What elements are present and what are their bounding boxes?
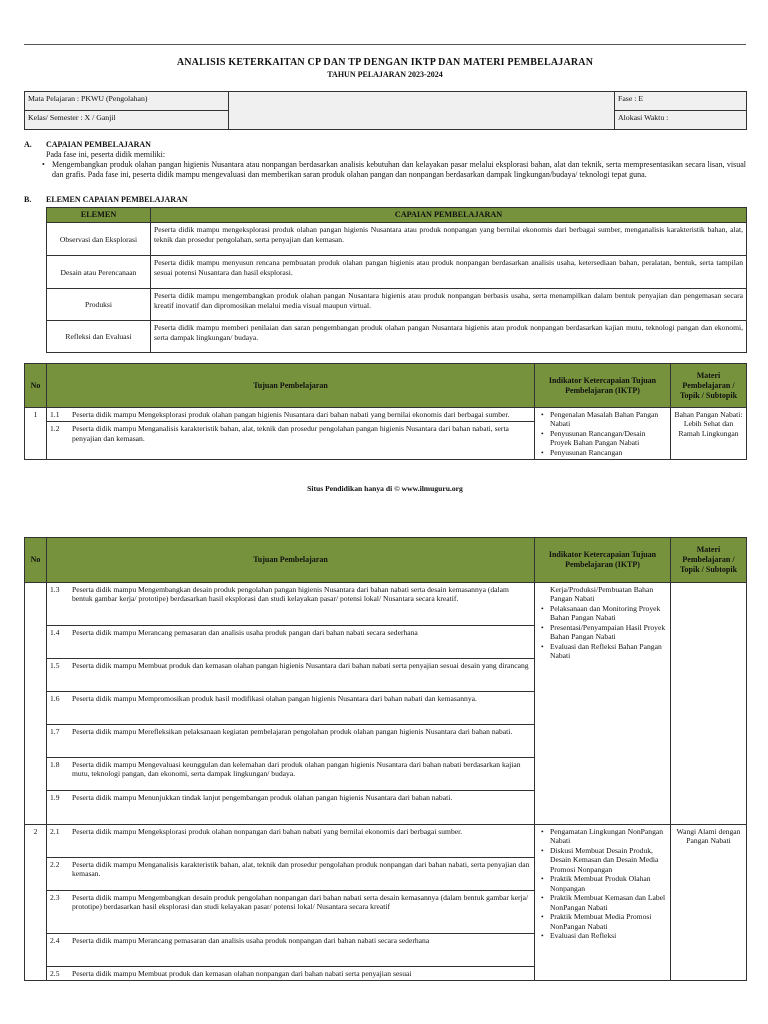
col-materi: Materi Pembelajaran / Topik / Subtopik — [671, 364, 747, 408]
table-row — [47, 583, 534, 626]
section-capaian — [24, 140, 746, 180]
tp-text: Peserta didik mampu Merancang pemasaran dan analisis usaha produk nonpangan dari bahan nabati secara sederhana — [72, 936, 430, 945]
section-a-bullet: • Mengembangkan produk olahan pangan higienis Nusantara atau nonpangan berdasarkan analisis kebutuhan dan kelayakan pasar melalui eksplorasi bahan, alat dan teknik, serta mempresentasikan secara lisan, visual dan grafis. Pada fase ini, peserta didik mampu mengevaluasi dan memberikan saran produk olahan pangan dan nonpangan berdasarkan dampak lingkungan/budaya/ teknologi tepat guna. — [52, 160, 746, 180]
tp-number: 2.2 — [50, 860, 60, 869]
tp-number: 2.3 — [50, 893, 60, 902]
iktp-item: • Penyusunan Rancangan/Desain Proyek Bahan Pangan Nabati — [550, 429, 667, 448]
iktp-cell — [535, 408, 671, 460]
tp-text: Peserta didik mampu Mengeksplorasi produk olahan pangan higienis Nusantara dari bahan nabati yang bernilai ekonomis dari berbagai sumber. — [72, 410, 510, 419]
kelas-cell: Kelas/ Semester : X / Ganjil — [25, 111, 229, 130]
iktp-item: • Praktik Membuat Produk Olahan Nonpangan — [550, 874, 667, 893]
tp-number: 1.6 — [50, 694, 60, 703]
row-number: 1 — [25, 408, 47, 460]
alokasi-cell: Alokasi Waktu : — [615, 111, 747, 130]
row-number — [25, 583, 47, 825]
iktp-cell — [535, 583, 671, 825]
materi-cell: Wangi Alami dengan Pangan Nabati — [671, 825, 747, 981]
document-subtitle: TAHUN PELAJARAN 2023-2024 — [327, 70, 443, 79]
tp-number: 1.1 — [50, 410, 60, 419]
row-number: 2 — [25, 825, 47, 981]
info-table — [24, 91, 747, 130]
section-b-letter: B. — [24, 195, 32, 204]
tp-text: Peserta didik mampu Menganalisis karakteristik bahan, alat, teknik dan prosedur pengolahan produk nonpangan dari bahan nabati, serta penyajian dan kemasan. — [72, 860, 530, 879]
col-no: No — [25, 364, 47, 408]
tp-text: Peserta didik mampu Membuat produk dan kemasan olahan pangan higienis Nusantara dari bahan nabati serta penyajian sesuai desain yang dirancang — [72, 661, 529, 670]
materi-cell: Bahan Pangan Nabati: Lebih Sehat dan Ramah Lingkungan — [671, 408, 747, 460]
col-materi: Materi Pembelajaran / Topik / Subtopik — [671, 538, 747, 583]
tp-text: Peserta didik mampu Mengembangkan desain produk pengolahan nonpangan dari bahan nabati serta desain kemasannya (dalam bentuk gambar kerja/ prototipe) berdasarkan hasil eksplorasi dan studi kelayakan pasar/ potensi lokal/ Nusantara secara kreatif — [72, 893, 529, 912]
table-row — [47, 967, 534, 980]
table-row — [47, 422, 534, 455]
table-row — [47, 791, 534, 824]
table-row — [47, 891, 534, 934]
iktp-item: • Evaluasi dan Refleksi — [550, 931, 667, 940]
tp-text: Peserta didik mampu Mengevaluasi keunggulan dan kelemahan dari produk olahan pangan higienis Nusantara dari bahan nabati berdasarkan kajian mutu, teknologi pangan, dan ekonomi, serta dampak lingkungan/ budaya. — [72, 760, 521, 779]
table-row — [47, 692, 534, 725]
document-title: ANALISIS KETERKAITAN CP DAN TP DENGAN IKTP DAN MATERI PEMBELAJARAN — [176, 57, 594, 68]
tp-text: Peserta didik mampu Merefleksikan pelaksanaan kegiatan pembelajaran pengolahan produk olahan pangan higienis Nusantara dari bahan nabati. — [72, 727, 513, 736]
elemen-name: Observasi dan Eksplorasi — [47, 223, 151, 256]
col-iktp: Indikator Ketercapaian Tujuan Pembelajaran (IKTP) — [535, 538, 671, 583]
elemen-cp: Peserta didik mampu memberi penilaian dan saran pengembangan produk olahan pangan Nusantara higienis atau produk nonpangan berdasarkan kajian mutu, teknologi pangan dan ekonomi, serta dampak lingkungan/ budaya. — [151, 321, 747, 353]
tp-number: 2.1 — [50, 827, 60, 836]
col-elemen: ELEMEN — [47, 208, 151, 223]
elemen-cp: Peserta didik mampu menyusun rencana pembuatan produk olahan pangan higienis atau produk nonpangan berdasarkan analisis usaha, ketersediaan bahan, peralatan, bentuk, serta tampilan sesuai potensi Nusantara dan hasil eksplorasi. — [151, 256, 747, 289]
iktp-item: • Pengamatan Lingkungan NonPangan Nabati — [550, 827, 667, 846]
iktp-item: • Diskusi Membuat Desain Produk, Desain Kemasan dan Desain Media Promosi Nonpangan — [550, 846, 667, 874]
table-row — [47, 758, 534, 791]
mapel-cell: Mata Pelajaran : PKWU (Pengolahan) — [25, 92, 229, 111]
table-row — [47, 626, 534, 659]
elemen-name: Produksi — [47, 289, 151, 321]
tp-list — [47, 583, 535, 825]
elemen-name: Refleksi dan Evaluasi — [47, 321, 151, 353]
iktp-item: • Praktik Membuat Media Promosi NonPangan Nabati — [550, 912, 667, 931]
table-row — [47, 825, 534, 858]
section-a-heading: CAPAIAN PEMBELAJARAN — [46, 140, 151, 149]
section-a-letter: A. — [24, 140, 32, 149]
footer-site: Situs Pendidikan hanya di © www.ilmuguru.org — [307, 484, 463, 493]
section-a-intro: Pada fase ini, peserta didik memiliki: — [46, 150, 166, 159]
tp-number: 1.7 — [50, 727, 60, 736]
tp-table-1 — [24, 363, 747, 460]
table-row — [47, 659, 534, 692]
col-tujuan: Tujuan Pembelajaran — [47, 538, 535, 583]
tp-text: Peserta didik mampu Mengembangkan desain produk pengolahan pangan higienis Nusantara dari bahan nabati serta desain kemasannya (dalam bentuk gambar kerja/ prototipe) berdasarkan hasil eksplorasi dan studi kelayakan pasar/ potensi lokal/ Nusantara secara kreatif. — [72, 585, 509, 604]
tp-list — [47, 825, 535, 981]
tp-text: Peserta didik mampu Mengeksplorasi produk olahan nonpangan dari bahan nabati yang bernilai ekonomis dari berbagai sumber. — [72, 827, 463, 836]
tp-number: 2.5 — [50, 969, 60, 978]
tp-text: Peserta didik mampu Merancang pemasaran dan analisis usaha produk pangan dari bahan nabati secara sederhana — [72, 628, 418, 637]
table-row — [47, 725, 534, 758]
tp-number: 1.4 — [50, 628, 60, 637]
table-row — [47, 858, 534, 891]
table-row — [47, 934, 534, 967]
tp-table-2 — [24, 537, 747, 981]
table-row — [47, 408, 534, 422]
iktp-cell — [535, 825, 671, 981]
tp-list — [47, 408, 535, 460]
materi-cell — [671, 583, 747, 825]
tp-text: Peserta didik mampu Menunjukkan tindak lanjut pengembangan produk olahan pangan higienis Nusantara dari bahan nabati. — [72, 793, 453, 802]
col-iktp: Indikator Ketercapaian Tujuan Pembelajaran (IKTP) — [535, 364, 671, 408]
tp-number: 1.3 — [50, 585, 60, 594]
elemen-name: Desain atau Perencanaan — [47, 256, 151, 289]
iktp-item: Kerja/Produksi/Pembuatan Bahan Pangan Nabati — [550, 585, 654, 604]
tp-text: Peserta didik mampu Menganalisis karakteristik bahan, alat, teknik dan prosedur pengolahan pangan higienis Nusantara dari bahan nabati, serta penyajian dan kemasan. — [72, 424, 509, 443]
tp-number: 1.9 — [50, 793, 60, 802]
tp-number: 1.8 — [50, 760, 60, 769]
iktp-item: • Pengenalan Masalah Bahan Pangan Nabati — [550, 410, 667, 429]
iktp-item: • Penyusunan Rancangan — [550, 448, 667, 457]
fase-cell: Fase : E — [615, 92, 747, 111]
elemen-table — [46, 207, 747, 353]
tp-number: 1.2 — [50, 424, 60, 434]
top-rule — [24, 44, 746, 45]
section-b-heading: ELEMEN CAPAIAN PEMBELAJARAN — [46, 195, 188, 204]
section-elemen-heading — [24, 195, 188, 205]
iktp-item: • Evaluasi dan Refleksi Bahan Pangan Nabati — [550, 642, 667, 661]
tp-number: 2.4 — [50, 936, 60, 945]
tp-text: Peserta didik mampu Membuat produk dan kemasan olahan nonpangan dari bahan nabati serta penyajian sesuai — [72, 969, 412, 978]
col-no: No — [25, 538, 47, 583]
col-tujuan: Tujuan Pembelajaran — [47, 364, 535, 408]
elemen-cp: Peserta didik mampu mengembangkan produk olahan pangan Nusantara higienis atau produk nonpangan berbasis usaha, serta menampilkan dalam bentuk penyajian dan pengemasan secara kreatif inovatif dan dipromosikan melalui media visual maupun virtual. — [151, 289, 747, 321]
tp-text: Peserta didik mampu Mempromosikan produk hasil modifikasi olahan pangan higienis Nusantara dari bahan nabati dan kemasannya. — [72, 694, 477, 703]
tp-number: 1.5 — [50, 661, 60, 670]
elemen-cp: Peserta didik mampu mengeksplorasi produk olahan pangan higienis Nusantara atau produk nonpangan yang bernilai ekonomis dari berbagai sumber, menganalisis karakteristik bahan, alat, teknik dan prosedur pengolahan, serta penyajian dan kemasan. — [151, 223, 747, 256]
iktp-item: • Presentasi/Penyampaian Hasil Proyek Bahan Pangan Nabati — [550, 623, 667, 642]
col-capaian: CAPAIAN PEMBELAJARAN — [151, 208, 747, 223]
info-blank-cell — [229, 92, 615, 130]
iktp-item: • Praktik Membuat Kemasan dan Label NonPangan Nabati — [550, 893, 667, 912]
iktp-item: • Pelaksanaan dan Monitoring Proyek Bahan Pangan Nabati — [550, 604, 667, 623]
